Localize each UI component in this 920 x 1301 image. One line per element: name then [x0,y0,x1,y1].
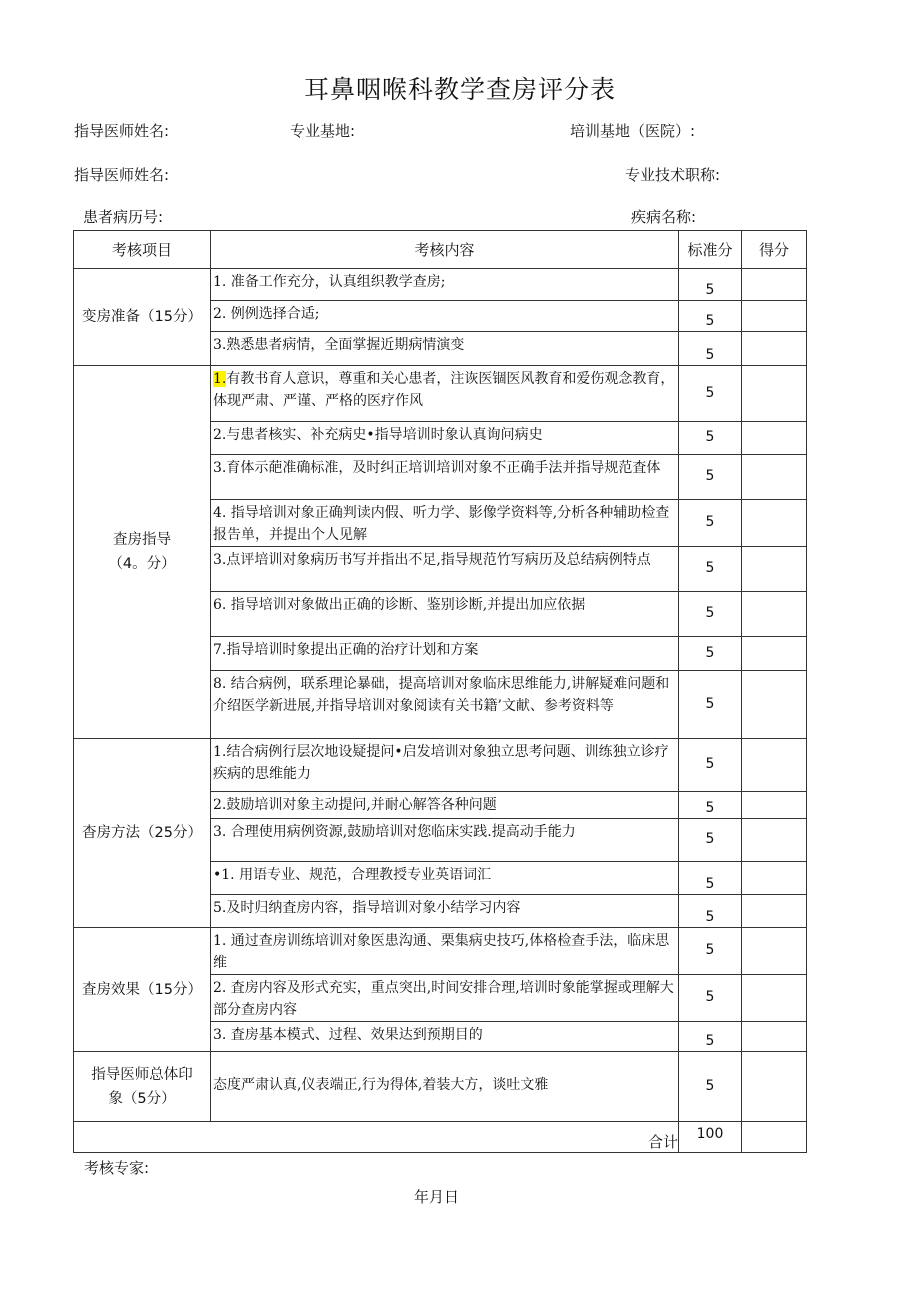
score-input-cell[interactable] [742,500,807,547]
score-table [73,230,807,1153]
content-cell: 1. 通过查房训练培训对象医患沟通、栗集病史技巧,体格检查手法，临床思维 [211,928,679,975]
header-content: 考核内容 [211,231,679,269]
content-cell: 1. 准备工作充分，认真组织教学查房; [211,269,679,301]
content-cell: 8. 结合病例，联系理论暴础，提高培训对象临床思维能力,讲解疑难问题和介绍医学新进展,并指导培训对象阅读有关书籍’文献、参考资料等 [211,671,679,739]
standard-cell: 5 [679,739,742,792]
category-cell: 变房准备（15分） [74,269,211,366]
score-input-cell[interactable] [742,366,807,422]
content-cell: 4. 指导培训对象正确判读内假、听力学、影像学资料等,分析各种辅助检查报告单，并提出个人见解 [211,500,679,547]
professional-title-label: 专业技术职称: [625,166,721,184]
content-cell: 6. 指导培训对象做出正确的诊断、鉴别诊断,并提出加应依据 [211,592,679,637]
standard-cell: 5 [679,928,742,975]
standard-cell: 5 [679,895,742,928]
standard-cell: 5 [679,455,742,500]
table-row [74,1052,807,1122]
standard-cell: 5 [679,366,742,422]
content-cell: 3.育体示葩准确标准，及时纠正培训培训对象不正确手法并指导规范査体 [211,455,679,500]
score-input-cell[interactable] [742,547,807,592]
score-input-cell[interactable] [742,1022,807,1052]
score-input-cell[interactable] [742,819,807,862]
standard-cell: 5 [679,422,742,455]
standard-cell: 5 [679,592,742,637]
category-cell [74,366,211,739]
table-row [74,739,807,792]
score-input-cell[interactable] [742,455,807,500]
score-input-cell[interactable] [742,792,807,819]
content-cell: 2. 査房内容及形式充实，重点突出,时间安排合理,培训时象能掌握或理解大部分查房内容 [211,975,679,1022]
content-cell: 3. 合理使用病例资源,鼓励培训对您临床实践.提高动手能力 [211,819,679,862]
category-cell: 杳房方法（25分） [74,739,211,928]
content-cell: 2.鼓励培训对象主动提问,并耐心解答各种问题 [211,792,679,819]
content-cell: •1. 用语专业、规范，合理教授专业英语词汇 [211,862,679,895]
category-cell [74,1052,211,1122]
content-cell [211,366,679,422]
header-standard: 标准分 [679,231,742,269]
standard-cell: 5 [679,671,742,739]
content-cell: 3. 査房基本模式、过程、效果达到预期目的 [211,1022,679,1052]
standard-cell: 5 [679,301,742,332]
score-input-cell[interactable] [742,862,807,895]
content-cell: 态度严肃认真,仪表端正,行为得体,着装大方，谈吐文雅 [211,1052,679,1122]
score-input-cell[interactable] [742,928,807,975]
standard-cell: 5 [679,500,742,547]
instructor-name-label: 指导医师姓名: [74,122,170,140]
content-cell: 7.指导培训时象提出正确的治疗计划和方案 [211,637,679,671]
total-label: 合计 [74,1122,679,1153]
total-value: 100 [679,1122,742,1153]
category-label: 指导医师总体印象（5分） [91,1066,193,1107]
content-cell: 2. 例例选择合适; [211,301,679,332]
highlighted-item-number: 1. [213,371,227,387]
score-input-cell[interactable] [742,975,807,1022]
content-cell: 5.及时归纳査房内容，指导培训对象小结学习内容 [211,895,679,928]
standard-cell: 5 [679,1022,742,1052]
content-cell: 1.结合病例行层次地设疑提问•启发培训对象独立思考问题、训练独立诊疗疾病的思维能力 [211,739,679,792]
table-header-row [74,231,807,269]
category-cell: 査房效果（15分） [74,928,211,1052]
category-label: 査房指导（4。分） [108,532,176,572]
score-input-cell[interactable] [742,332,807,366]
score-input-cell[interactable] [742,592,807,637]
standard-cell: 5 [679,975,742,1022]
standard-cell: 5 [679,332,742,366]
score-input-cell[interactable] [742,301,807,332]
score-input-cell[interactable] [742,269,807,301]
total-score-input-cell[interactable] [742,1122,807,1153]
date-label: 年月日 [414,1188,460,1206]
header-score: 得分 [742,231,807,269]
content-cell: 3.点评培训对象病历书写并指出不足,指导规范竹写病历及总结病例特点 [211,547,679,592]
standard-cell: 5 [679,792,742,819]
header-category: 考核项目 [74,231,211,269]
content-cell: 2.与患者核实、补充病史•指导培训时象认真询问病史 [211,422,679,455]
table-row [74,366,807,422]
content-cell: 3.熟悉患者病情，全面掌握近期病情演变 [211,332,679,366]
score-input-cell[interactable] [742,422,807,455]
instructor-name-label-2: 指导医师姓名: [74,166,170,184]
score-input-cell[interactable] [742,895,807,928]
standard-cell: 5 [679,862,742,895]
standard-cell: 5 [679,637,742,671]
page-title: 耳鼻咽喉科教学查房评分表 [303,75,616,104]
score-input-cell[interactable] [742,739,807,792]
score-input-cell[interactable] [742,671,807,739]
standard-cell: 5 [679,547,742,592]
training-base-label: 培训基地（医院）: [570,122,696,140]
patient-record-label: 患者病历号: [83,208,164,226]
standard-cell: 5 [679,819,742,862]
content-text: 有教书育人意识，尊重和关心患者，注诙医锢医风教育和爱伤观念教育，体现严肃、严谨、严格的医疗作风 [213,371,675,409]
total-row [74,1122,807,1153]
specialty-base-label: 专业基地: [290,122,356,140]
table-row [74,269,807,301]
standard-cell: 5 [679,269,742,301]
table-row [74,928,807,975]
standard-cell: 5 [679,1052,742,1122]
examiner-label: 考核专家: [84,1159,150,1177]
score-input-cell[interactable] [742,637,807,671]
score-input-cell[interactable] [742,1052,807,1122]
disease-name-label: 疾病名称: [631,208,697,226]
